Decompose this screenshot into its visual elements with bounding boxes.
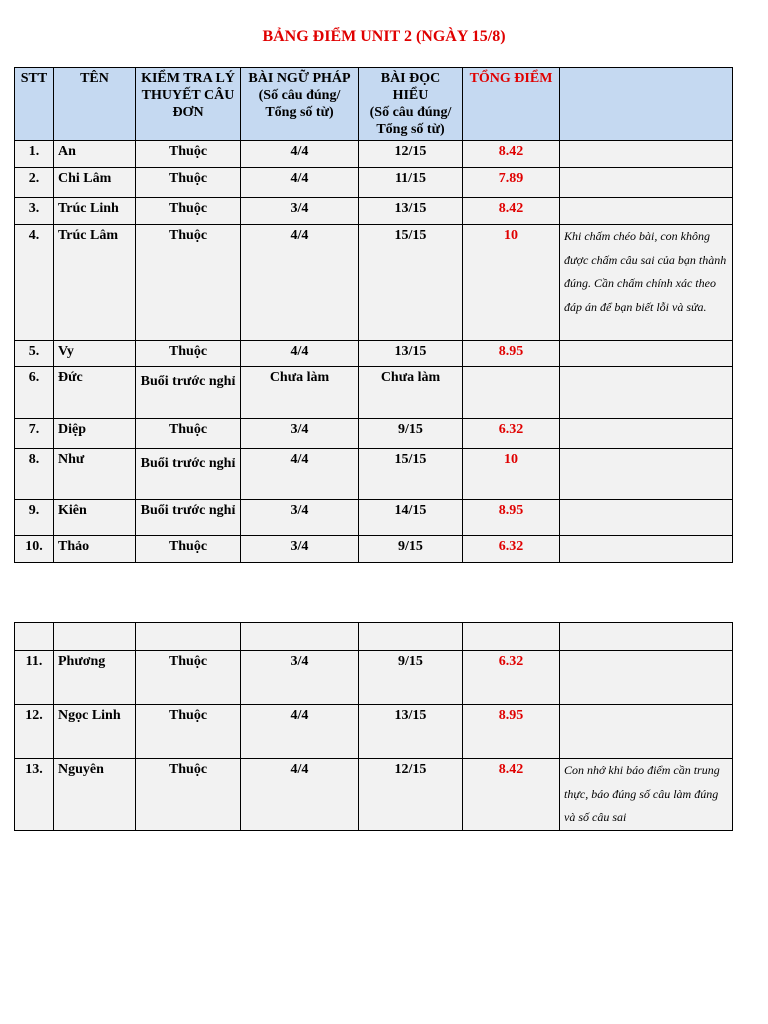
row-kiem-tra: Thuộc — [136, 651, 241, 705]
row-name: Diệp — [54, 419, 136, 449]
row-ngu-phap: 3/4 — [241, 536, 359, 563]
header-tong-diem: TỔNG ĐIỂM — [463, 68, 560, 141]
row-note — [560, 198, 733, 225]
row-doc-hieu: 12/15 — [359, 759, 463, 831]
row-stt: 1. — [15, 141, 54, 168]
row-name: Trúc Linh — [54, 198, 136, 225]
table-row — [15, 449, 733, 500]
header-ngu-phap — [241, 68, 359, 141]
row-kiem-tra: Thuộc — [136, 168, 241, 198]
table-row — [15, 367, 733, 419]
header-doc-hieu-sub: (Số câu đúng/ Tổng số từ) — [369, 105, 452, 137]
row-name: Nguyên — [54, 759, 136, 831]
row-kiem-tra: Thuộc — [136, 705, 241, 759]
header-stt: STT — [15, 68, 54, 141]
row-name: An — [54, 141, 136, 168]
row-stt: 9. — [15, 500, 54, 536]
row-stt: 4. — [15, 225, 54, 341]
row-doc-hieu: 13/15 — [359, 198, 463, 225]
row-doc-hieu: 9/15 — [359, 651, 463, 705]
row-note — [560, 168, 733, 198]
row-stt — [15, 623, 54, 651]
row-kiem-tra: Thuộc — [136, 759, 241, 831]
row-doc-hieu: 13/15 — [359, 341, 463, 367]
row-tong-diem: 6.32 — [463, 419, 560, 449]
row-doc-hieu: 13/15 — [359, 705, 463, 759]
row-kiem-tra: Buổi trước nghỉ — [136, 367, 241, 419]
row-kiem-tra — [136, 623, 241, 651]
row-note — [560, 623, 733, 651]
table-row — [15, 225, 733, 341]
row-name: Ngọc Linh — [54, 705, 136, 759]
row-note — [560, 341, 733, 367]
row-tong-diem: 8.95 — [463, 500, 560, 536]
row-note — [560, 651, 733, 705]
row-stt: 8. — [15, 449, 54, 500]
row-kiem-tra: Thuộc — [136, 419, 241, 449]
row-note — [560, 500, 733, 536]
row-ngu-phap: 4/4 — [241, 225, 359, 341]
table-row — [15, 705, 733, 759]
row-note — [560, 449, 733, 500]
row-name: Thảo — [54, 536, 136, 563]
row-stt: 2. — [15, 168, 54, 198]
row-tong-diem: 8.42 — [463, 759, 560, 831]
header-note — [560, 68, 733, 141]
row-note: Con nhớ khi báo điểm cần trung thực, báo đúng số câu làm đúng và số câu sai — [560, 759, 733, 831]
table-row — [15, 623, 733, 651]
row-ngu-phap: 4/4 — [241, 341, 359, 367]
row-kiem-tra: Thuộc — [136, 341, 241, 367]
row-stt: 5. — [15, 341, 54, 367]
row-doc-hieu: 9/15 — [359, 536, 463, 563]
table-row — [15, 198, 733, 225]
row-stt: 3. — [15, 198, 54, 225]
row-ngu-phap: 4/4 — [241, 141, 359, 168]
table-row — [15, 651, 733, 705]
row-ngu-phap: 4/4 — [241, 449, 359, 500]
row-tong-diem: 6.32 — [463, 651, 560, 705]
row-note — [560, 705, 733, 759]
row-name: Như — [54, 449, 136, 500]
row-note — [560, 419, 733, 449]
row-doc-hieu: 12/15 — [359, 141, 463, 168]
row-kiem-tra: Thuộc — [136, 198, 241, 225]
row-ngu-phap: 4/4 — [241, 759, 359, 831]
row-doc-hieu: 14/15 — [359, 500, 463, 536]
row-kiem-tra: Buổi trước nghỉ — [136, 500, 241, 536]
row-stt: 11. — [15, 651, 54, 705]
row-name — [54, 623, 136, 651]
row-kiem-tra: Thuộc — [136, 536, 241, 563]
score-table-1 — [14, 67, 733, 563]
row-kiem-tra: Thuộc — [136, 141, 241, 168]
row-tong-diem — [463, 623, 560, 651]
row-ngu-phap: 3/4 — [241, 419, 359, 449]
row-stt: 7. — [15, 419, 54, 449]
row-name: Trúc Lâm — [54, 225, 136, 341]
row-tong-diem: 8.42 — [463, 198, 560, 225]
page-title: BẢNG ĐIỂM UNIT 2 (NGÀY 15/8) — [262, 28, 506, 45]
row-name: Kiên — [54, 500, 136, 536]
table-row — [15, 341, 733, 367]
row-ngu-phap: Chưa làm — [241, 367, 359, 419]
row-tong-diem: 8.95 — [463, 341, 560, 367]
row-tong-diem: 10 — [463, 225, 560, 341]
row-ngu-phap: 4/4 — [241, 705, 359, 759]
table-row — [15, 536, 733, 563]
row-stt: 6. — [15, 367, 54, 419]
row-stt: 12. — [15, 705, 54, 759]
row-tong-diem: 10 — [463, 449, 560, 500]
row-name: Đức — [54, 367, 136, 419]
header-ngu-phap-title: BÀI NGỮ PHÁP — [248, 71, 351, 86]
row-doc-hieu: 15/15 — [359, 449, 463, 500]
row-doc-hieu: 11/15 — [359, 168, 463, 198]
row-ngu-phap: 3/4 — [241, 500, 359, 536]
row-doc-hieu: 15/15 — [359, 225, 463, 341]
row-kiem-tra: Thuộc — [136, 225, 241, 341]
row-ngu-phap: 4/4 — [241, 168, 359, 198]
row-ngu-phap — [241, 623, 359, 651]
row-name: Phương — [54, 651, 136, 705]
row-note: Khi chấm chéo bài, con không được chấm câu sai của bạn thành đúng. Cần chấm chính xác theo đáp án để bạn biết lỗi và sửa. — [560, 225, 733, 341]
row-tong-diem: 8.95 — [463, 705, 560, 759]
row-stt: 13. — [15, 759, 54, 831]
header-doc-hieu-title: BÀI ĐỌC HIỂU — [380, 71, 441, 103]
row-stt: 10. — [15, 536, 54, 563]
header-row — [15, 68, 733, 141]
row-name: Chi Lâm — [54, 168, 136, 198]
row-note — [560, 141, 733, 168]
table-row — [15, 141, 733, 168]
row-tong-diem: 6.32 — [463, 536, 560, 563]
row-doc-hieu: Chưa làm — [359, 367, 463, 419]
row-ngu-phap: 3/4 — [241, 198, 359, 225]
table-row — [15, 759, 733, 831]
row-kiem-tra: Buổi trước nghỉ — [136, 449, 241, 500]
row-note — [560, 367, 733, 419]
row-doc-hieu: 9/15 — [359, 419, 463, 449]
row-name: Vy — [54, 341, 136, 367]
table-row — [15, 500, 733, 536]
table-row — [15, 168, 733, 198]
header-kiem-tra: KIỂM TRA LÝ THUYẾT CÂU ĐƠN — [136, 68, 241, 141]
header-doc-hieu — [359, 68, 463, 141]
row-tong-diem: 7.89 — [463, 168, 560, 198]
row-doc-hieu — [359, 623, 463, 651]
header-ten: TÊN — [54, 68, 136, 141]
row-tong-diem: 8.42 — [463, 141, 560, 168]
table-row — [15, 419, 733, 449]
row-ngu-phap: 3/4 — [241, 651, 359, 705]
row-note — [560, 536, 733, 563]
score-table-2 — [14, 622, 733, 831]
header-ngu-phap-sub: (Số câu đúng/ Tổng số từ) — [258, 88, 341, 120]
row-tong-diem — [463, 367, 560, 419]
